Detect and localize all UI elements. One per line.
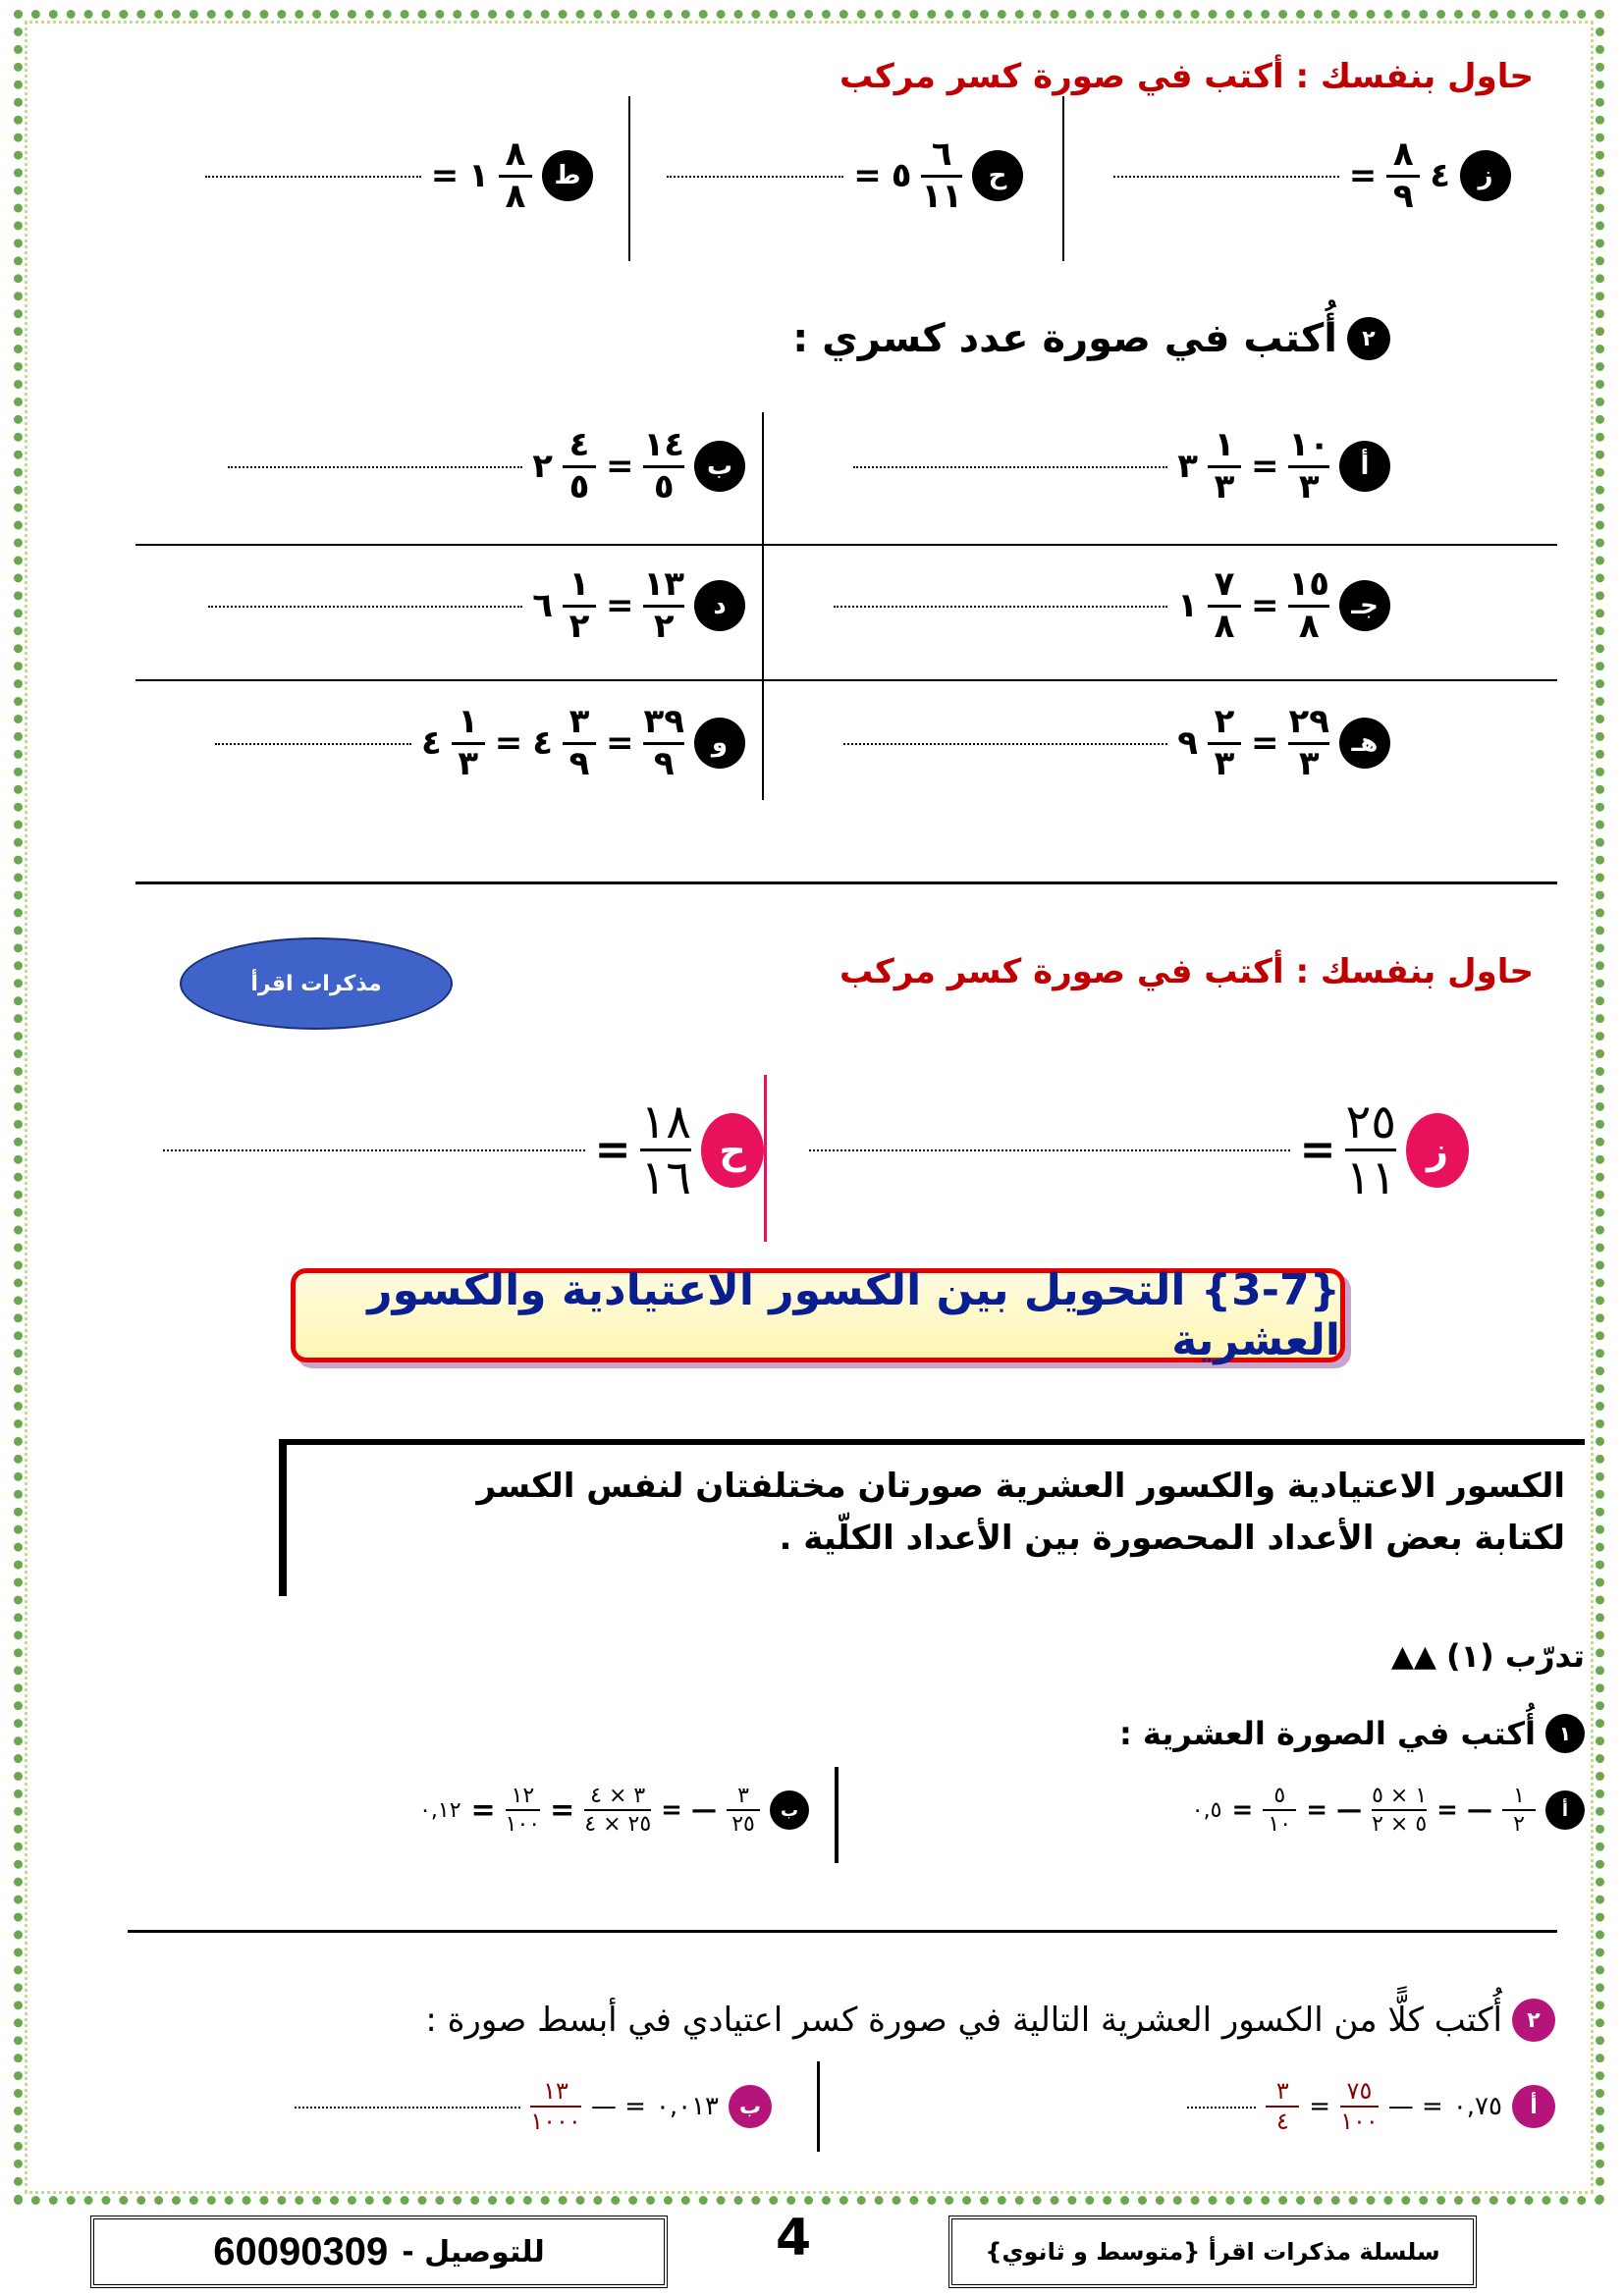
series-label: سلسلة مذكرات اقرأ {متوسط و ثانوي} <box>985 2238 1440 2266</box>
whole-number: ٣ <box>1177 447 1198 487</box>
exercise-title: تدرّب (١) <box>1446 1637 1585 1675</box>
divider <box>628 96 630 261</box>
equals-sign: = <box>494 723 523 764</box>
label-badge: جـ <box>1339 580 1390 631</box>
section3-title: حاول بنفسك : أكتب في صورة كسر مركب <box>839 952 1534 991</box>
decimal: ٠,٠١٣ <box>655 2092 719 2122</box>
equals-sign: = <box>605 447 634 487</box>
fraction: $\frac{٣}{٢٥}$ <box>727 1785 760 1836</box>
question-number: ٢ <box>1512 1999 1555 2042</box>
whole-number: ٤ <box>1430 156 1450 196</box>
decimal: ٠,٧٥ <box>1452 2092 1502 2122</box>
q2-item-a: أ ٠,٧٥ = — $\frac{٧٥}{١٠٠}$ = $\frac{٣}{٤}$ <box>1187 2079 1555 2134</box>
fraction: $\frac{١٢}{١٠٠}$ <box>505 1784 541 1838</box>
divider <box>1062 96 1064 261</box>
question-number: ٢ <box>1347 317 1390 360</box>
fraction: $\frac{٢}{٣}$ <box>1208 705 1241 781</box>
row-divider <box>135 679 1557 681</box>
fraction: $\frac{٣}{٩}$ <box>563 705 596 781</box>
answer-blank[interactable] <box>853 465 1167 468</box>
q2-item-b: ب ٠,٠١٣ = — $\frac{١٣}{١٠٠٠}$ <box>295 2079 772 2134</box>
fraction: $\frac{١٤}{٥}$ <box>643 425 684 507</box>
definition-box <box>279 1439 1585 1596</box>
equals-sign: = <box>430 156 460 196</box>
whole-number: ٤ <box>532 723 553 764</box>
fraction: $\frac{١٣}{٢}$ <box>643 564 684 646</box>
answer-blank[interactable] <box>208 605 522 608</box>
definition-line: لكتابة بعض الأعداد المحصورة بين الأعداد الكلّية . <box>779 1518 1565 1558</box>
fraction: $\frac{٤}{٥}$ <box>563 428 596 505</box>
fraction: $\frac{١٣}{١٠٠٠}$ <box>530 2077 581 2136</box>
whole-number: ٤ <box>420 723 442 764</box>
equals-sign: = <box>605 723 634 764</box>
label-badge: أ <box>1339 441 1390 492</box>
fraction: $\frac{٧}{٨}$ <box>1208 567 1241 644</box>
fraction: $\frac{٨}{٨}$ <box>499 137 532 214</box>
lesson-title: {3-7} التحويل بين الكسور الاعتيادية والكسور العشرية <box>367 1265 1340 1365</box>
equals-sign: = <box>594 1125 631 1176</box>
label-badge: ب <box>770 1790 809 1830</box>
fraction: $\frac{٣٩}{٩}$ <box>643 702 684 783</box>
label-badge: ز <box>1460 150 1511 201</box>
contact-label: للتوصيل - <box>402 2234 545 2269</box>
fraction: $\frac{١}{٣}$ <box>1208 428 1241 505</box>
equals-sign: = <box>605 586 634 626</box>
answer-blank[interactable] <box>163 1148 585 1151</box>
answer-blank[interactable] <box>834 605 1167 608</box>
whole-number: ٢ <box>532 447 553 487</box>
fraction: $\frac{١٥}{٨}$ <box>1288 564 1329 646</box>
equals-sign: = <box>1348 156 1378 196</box>
label-badge: أ <box>1512 2085 1555 2128</box>
result: ٠,١٢ <box>419 1797 461 1823</box>
label-badge: و <box>694 718 745 769</box>
s3-item-h <box>163 1095 764 1206</box>
s1-item-h <box>667 134 1023 216</box>
label-badge: أ <box>1545 1790 1585 1830</box>
label-badge: ح <box>972 150 1023 201</box>
equals-sign: = <box>1250 447 1279 487</box>
section1-title: حاول بنفسك : أكتب في صورة كسر مركب <box>839 57 1534 96</box>
divider <box>764 1075 767 1242</box>
fraction: $\frac{٦}{١١}$ <box>921 134 962 216</box>
fraction: $\frac{١}{٢}$ <box>1502 1785 1536 1836</box>
fraction: $\frac{١٠}{٣}$ <box>1288 425 1329 507</box>
fraction: $\frac{٣}{٤}$ <box>1266 2079 1299 2134</box>
label-badge: د <box>694 580 745 631</box>
divider <box>762 412 764 800</box>
whole-number: ١ <box>468 156 489 196</box>
s2-item-h <box>843 702 1390 783</box>
s2-item-b <box>228 425 745 507</box>
answer-blank[interactable] <box>215 742 411 745</box>
result: ٠,٥ <box>1191 1797 1222 1823</box>
section2-heading <box>792 316 1390 361</box>
section2-title: أُكتب في صورة عدد كسري : <box>792 316 1337 361</box>
q1-title: أُكتب في الصورة العشرية : <box>1118 1715 1536 1752</box>
people-icon: ▲▲ <box>1390 1638 1436 1674</box>
fraction: $\frac{٧٥}{١٠٠}$ <box>1340 2077 1379 2136</box>
whole-number: ٦ <box>532 586 553 626</box>
question-number: ١ <box>1545 1714 1585 1753</box>
answer-blank[interactable] <box>1113 175 1339 178</box>
footer-series <box>948 2216 1477 2288</box>
s2-item-a <box>853 425 1390 507</box>
fraction: $\frac{١}{٣}$ <box>452 705 485 781</box>
q2-heading <box>425 1999 1555 2042</box>
s2-item-j <box>834 564 1390 646</box>
footer-contact <box>90 2216 668 2288</box>
q1-item-a: أ $\frac{١}{٢}$ — = $\frac{١ \times ٥}{٥ \times ٢}$ — = $\frac{٥}{١٠}$ = ٠,٥ <box>1192 1785 1585 1836</box>
fraction: $\frac{٣ \times ٤}{٢٥ \times ٤}$ <box>584 1784 652 1838</box>
s2-item-w <box>215 702 745 783</box>
q2-title: أُكتب كلًّا من الكسور العشرية التالية في صورة كسر اعتيادي في أبسط صورة : <box>425 2001 1502 2040</box>
answer-blank[interactable] <box>1187 2106 1256 2109</box>
answer-blank[interactable] <box>228 465 522 468</box>
divider <box>835 1767 839 1863</box>
divider <box>817 2061 820 2152</box>
answer-blank[interactable] <box>809 1148 1290 1151</box>
s1-item-z <box>1113 134 1511 216</box>
equals-sign: = <box>1299 1125 1336 1176</box>
equals-sign: = <box>1250 586 1279 626</box>
label-badge: هـ <box>1339 718 1390 769</box>
page-number: 4 <box>776 2209 812 2268</box>
fraction: $\frac{١ \times ٥}{٥ \times ٢}$ <box>1372 1784 1428 1838</box>
answer-blank[interactable] <box>667 175 843 178</box>
definition-line: الكسور الاعتيادية والكسور العشرية صورتان مختلفتان لنفس الكسر <box>476 1467 1565 1506</box>
q1-heading <box>1119 1714 1585 1753</box>
answer-blank[interactable] <box>843 742 1167 745</box>
equals-sign: = <box>1250 723 1279 764</box>
label-badge: ب <box>729 2085 772 2128</box>
fraction: $\frac{٢٩}{٣}$ <box>1288 702 1329 783</box>
brand-badge: مذكرات اقرأ <box>180 937 453 1030</box>
section-divider <box>128 1930 1557 1933</box>
s3-item-z <box>809 1095 1469 1206</box>
whole-number: ٥ <box>891 156 912 196</box>
s2-item-d <box>208 564 745 646</box>
answer-blank[interactable] <box>295 2106 520 2109</box>
label-badge: ب <box>694 441 745 492</box>
q1-item-b: ب $\frac{٣}{٢٥}$ — = $\frac{٣ \times ٤}{٢٥ \times ٤}$ = $\frac{١٢}{١٠٠}$ = ٠,١٢ <box>419 1785 809 1836</box>
whole-number: ١ <box>1177 586 1198 626</box>
row-divider <box>135 544 1557 546</box>
label-badge: ط <box>542 150 593 201</box>
label-badge: ز <box>1406 1113 1469 1188</box>
fraction: $\frac{٥}{١٠}$ <box>1263 1785 1296 1836</box>
phone-number: 60090309 <box>213 2229 389 2273</box>
fraction: $\frac{٢٥}{١١}$ <box>1345 1095 1396 1206</box>
label-badge: ح <box>701 1113 764 1188</box>
fraction: $\frac{١٨}{١٦}$ <box>640 1095 691 1206</box>
whole-number: ٩ <box>1177 723 1198 764</box>
lesson-title-box <box>291 1265 1345 1365</box>
exercise-heading <box>1391 1637 1585 1675</box>
equals-sign: = <box>853 156 882 196</box>
section-divider <box>135 881 1557 884</box>
answer-blank[interactable] <box>205 175 421 178</box>
s1-item-t <box>205 134 593 216</box>
fraction: $\frac{١}{٢}$ <box>563 567 596 644</box>
fraction: $\frac{٨}{٩}$ <box>1386 137 1420 214</box>
